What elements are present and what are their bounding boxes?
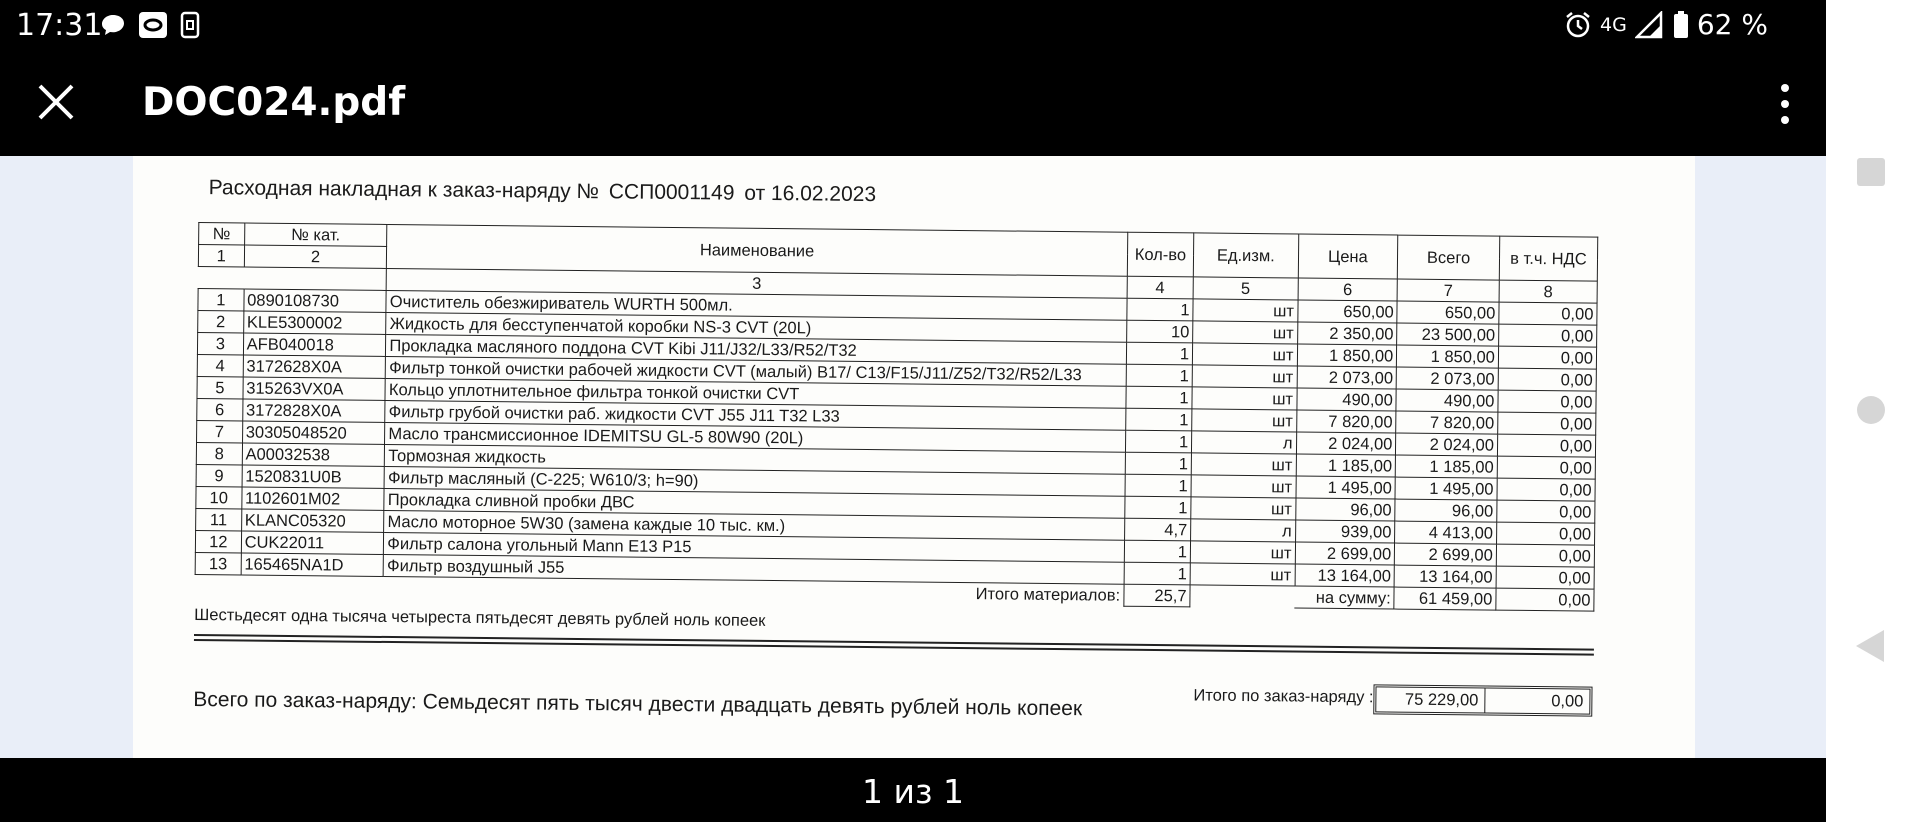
cell-no: 5 <box>197 376 243 398</box>
cell-unit: л <box>1191 519 1296 542</box>
cell-no: 1 <box>198 288 244 310</box>
cell-cat: CUK22011 <box>241 531 384 554</box>
cell-unit: шт <box>1192 409 1297 432</box>
cell-price: 13 164,00 <box>1295 564 1395 587</box>
cell-price: 939,00 <box>1295 520 1395 543</box>
cell-unit: шт <box>1190 563 1295 586</box>
cell-qty: 1 <box>1124 496 1191 519</box>
cell-cat: 165465NA1D <box>241 553 384 576</box>
cell-total: 1 850,00 <box>1397 345 1499 368</box>
more-vert-icon[interactable] <box>1770 78 1800 130</box>
cell-price: 1 185,00 <box>1296 454 1396 477</box>
cell-vat: 0,00 <box>1497 500 1595 523</box>
cell-qty: 1 <box>1126 364 1193 387</box>
recents-square-icon[interactable] <box>1857 158 1885 186</box>
cell-total: 4 413,00 <box>1395 521 1497 544</box>
pdf-viewer[interactable] <box>0 156 1826 758</box>
status-time: 17:31 <box>16 8 103 43</box>
network-type: 4G <box>1600 13 1627 36</box>
cell-price: 1 495,00 <box>1296 476 1396 499</box>
header-qty: Кол-во <box>1127 232 1194 277</box>
cell-name: Жидкость для бесступенчатой коробки NS-3 CVT (20L) <box>386 312 1127 342</box>
cell-cat: 3172828X0A <box>242 399 385 422</box>
document-title: DOC024.pdf <box>142 80 406 125</box>
cell-unit: л <box>1192 431 1297 454</box>
cell-total: 650,00 <box>1397 301 1499 324</box>
cell-qty: 1 <box>1126 386 1193 409</box>
header-no: № <box>199 223 245 245</box>
cell-unit: шт <box>1193 343 1298 366</box>
header-unit: Ед.изм. <box>1193 233 1298 278</box>
cell-qty: 1 <box>1125 430 1192 453</box>
app-bar <box>0 52 1826 156</box>
grand-total-words: Всего по заказ-наряду: Семьдесят пять тысяч двести двадцать девять рублей ноль копеек <box>193 687 1083 721</box>
header-cat: № кат. <box>244 223 387 246</box>
cell-cat: 315263VX0A <box>243 377 386 400</box>
cell-price: 2 699,00 <box>1295 542 1395 565</box>
colnum-8: 8 <box>1499 280 1597 303</box>
cell-unit: шт <box>1193 321 1298 344</box>
mail-icon <box>138 11 168 39</box>
header-total: Всего <box>1398 235 1500 280</box>
cell-cat: KLE5300002 <box>243 311 386 334</box>
cell-no: 8 <box>196 442 242 464</box>
cell-total: 7 820,00 <box>1396 411 1498 434</box>
status-bar <box>0 0 1826 52</box>
cell-qty: 1 <box>1124 540 1191 563</box>
cell-qty: 1 <box>1125 408 1192 431</box>
order-number: ССП0001149 <box>608 180 735 205</box>
cell-total: 23 500,00 <box>1397 323 1499 346</box>
cell-no: 9 <box>196 464 242 486</box>
cell-no: 6 <box>197 398 243 420</box>
cell-vat: 0,00 <box>1497 434 1595 457</box>
invoice-table <box>194 222 1598 612</box>
cell-no: 4 <box>197 354 243 376</box>
cell-unit: шт <box>1191 475 1296 498</box>
colnum-2: 2 <box>244 245 387 268</box>
cell-price: 96,00 <box>1295 498 1395 521</box>
cell-cat: A00032538 <box>242 443 385 466</box>
cell-price: 1 850,00 <box>1297 344 1397 367</box>
spacer-cell <box>244 267 387 290</box>
cell-total: 1 495,00 <box>1395 477 1497 500</box>
cell-unit: шт <box>1191 497 1296 520</box>
cell-qty: 1 <box>1124 562 1191 585</box>
spacer-cell <box>195 574 241 596</box>
order-date: от 16.02.2023 <box>744 181 877 207</box>
grand-total-vat: 0,00 <box>1551 692 1584 711</box>
cell-qty: 1 <box>1127 298 1194 321</box>
cell-name: Фильтр салона угольный Mann E13 P15 <box>384 532 1125 562</box>
cell-name: Фильтр воздушный J55 <box>383 554 1124 584</box>
cell-total: 490,00 <box>1396 389 1498 412</box>
cell-total: 2 073,00 <box>1396 367 1498 390</box>
cell-no: 11 <box>196 508 242 530</box>
cell-cat: 0890108730 <box>244 289 387 312</box>
materials-qty: 25,7 <box>1124 584 1191 607</box>
alarm-icon <box>1564 11 1592 39</box>
cell-qty: 4,7 <box>1124 518 1191 541</box>
cell-unit: шт <box>1193 299 1298 322</box>
cell-price: 2 350,00 <box>1297 322 1397 345</box>
cell-cat: 1102601M02 <box>241 487 384 510</box>
cell-unit: шт <box>1192 387 1297 410</box>
cell-vat: 0,00 <box>1496 566 1594 589</box>
cell-no: 7 <box>197 420 243 442</box>
materials-label: Итого материалов: <box>975 584 1121 605</box>
table-header-row <box>199 223 1598 260</box>
invoice-header <box>209 176 877 207</box>
cell-no: 12 <box>195 530 241 552</box>
header-vat: в т.ч. НДС <box>1499 236 1598 281</box>
colnum-3: 3 <box>386 268 1127 298</box>
cell-price: 2 024,00 <box>1296 432 1396 455</box>
cell-name: Кольцо уплотнительное фильтра тонкой очистки CVT <box>385 378 1126 408</box>
cell-price: 650,00 <box>1297 300 1397 323</box>
page-indicator: 1 из 1 <box>862 772 964 811</box>
cell-vat: 0,00 <box>1499 302 1597 325</box>
colnum-5: 5 <box>1193 277 1298 300</box>
colnum-6: 6 <box>1298 278 1398 301</box>
cell-vat: 0,00 <box>1496 522 1594 545</box>
cell-price: 7 820,00 <box>1296 410 1396 433</box>
battery-icon <box>1673 11 1689 39</box>
cell-vat: 0,00 <box>1498 412 1596 435</box>
cell-name: Очиститель обезжириватель WURTH 500мл. <box>386 290 1127 320</box>
cell-name: Прокладка сливной пробки ДВС <box>384 488 1125 518</box>
home-circle-icon[interactable] <box>1857 396 1885 424</box>
sum-total: 61 459,00 <box>1394 587 1496 610</box>
header-price: Цена <box>1298 234 1398 279</box>
cell-total: 96,00 <box>1395 499 1497 522</box>
cell-vat: 0,00 <box>1498 346 1596 369</box>
status-right <box>1564 8 1768 41</box>
spacer-cell <box>198 266 244 288</box>
cell-total: 2 699,00 <box>1395 543 1497 566</box>
close-icon[interactable] <box>30 76 82 128</box>
cell-no: 13 <box>195 552 241 574</box>
cell-vat: 0,00 <box>1498 324 1596 347</box>
cell-unit: шт <box>1192 365 1297 388</box>
cell-qty: 1 <box>1126 342 1193 365</box>
cell-no: 3 <box>197 332 243 354</box>
cell-name: Фильтр грубой очистки раб. жидкости CVT J55 J11 T32 L33 <box>385 400 1126 430</box>
colnum-4: 4 <box>1127 276 1194 299</box>
colnum-7: 7 <box>1397 279 1499 302</box>
cell-name: Прокладка масляного поддона CVT Kibi J11/J32/L33/R52/T32 <box>386 334 1127 364</box>
cell-cat: 30305048520 <box>242 421 385 444</box>
sum-vat: 0,00 <box>1496 588 1594 611</box>
cell-name: Фильтр тонкой очистки рабочей жидкости CVT (малый) B17/ C13/F15/J11/Z52/T32/R52/L33 <box>386 356 1127 386</box>
cell-cat: AFB040018 <box>243 333 386 356</box>
back-triangle-icon[interactable] <box>1856 630 1884 662</box>
sim-app-icon <box>180 11 200 39</box>
cell-cat: 3172628X0A <box>243 355 386 378</box>
cell-vat: 0,00 <box>1498 390 1596 413</box>
grand-total-box <box>1373 684 1592 716</box>
battery-level: 62 % <box>1696 8 1768 41</box>
cell-no: 2 <box>198 310 244 332</box>
cell-cat: KLANC05320 <box>241 509 384 532</box>
cell-total: 2 024,00 <box>1396 433 1498 456</box>
grand-total-label: Итого по заказ-наряду : <box>1193 686 1374 707</box>
cell-qty: 1 <box>1125 474 1192 497</box>
cell-name: Масло моторное 5W30 (замена каждые 10 тыс. км.) <box>384 510 1125 540</box>
system-nav-bar <box>1826 0 1920 822</box>
cell-price: 490,00 <box>1296 388 1396 411</box>
cell-price: 2 073,00 <box>1297 366 1397 389</box>
cell-total: 1 185,00 <box>1396 455 1498 478</box>
pdf-page <box>133 156 1695 758</box>
header-name: Наименование <box>387 224 1128 276</box>
cell-cat: 1520831U0B <box>242 465 385 488</box>
cell-vat: 0,00 <box>1497 478 1595 501</box>
cell-unit: шт <box>1190 541 1295 564</box>
cell-no: 10 <box>196 486 242 508</box>
cell-name: Тормозная жидкость <box>385 444 1126 474</box>
notification-icons <box>100 11 200 39</box>
cell-vat: 0,00 <box>1497 456 1595 479</box>
grand-total-value: 75 229,00 <box>1376 687 1485 712</box>
invoice-document <box>193 158 1599 721</box>
cell-qty: 10 <box>1126 320 1193 343</box>
signal-icon <box>1635 11 1665 39</box>
sum-label: на сумму: <box>1294 586 1394 609</box>
chat-bubble-icon <box>100 12 126 38</box>
cell-vat: 0,00 <box>1498 368 1596 391</box>
cell-qty: 1 <box>1125 452 1192 475</box>
spacer-cell <box>241 575 384 598</box>
cell-vat: 0,00 <box>1496 544 1594 567</box>
cell-name: Масло трансмиссионное IDEMITSU GL-5 80W90 (20L) <box>385 422 1126 452</box>
cell-unit: шт <box>1191 453 1296 476</box>
header-text: Расходная накладная к заказ-наряду № <box>208 176 600 204</box>
colnum-1: 1 <box>198 245 244 267</box>
bottom-bar <box>0 758 1826 822</box>
amount-in-words: Шестьдесят одна тысяча четыреста пятьдесят девять рублей ноль копеек <box>194 605 766 630</box>
spacer-cell <box>1190 585 1295 608</box>
cell-total: 13 164,00 <box>1394 565 1496 588</box>
cell-name: Фильтр масляный (C-225; W610/3; h=90) <box>384 466 1125 496</box>
